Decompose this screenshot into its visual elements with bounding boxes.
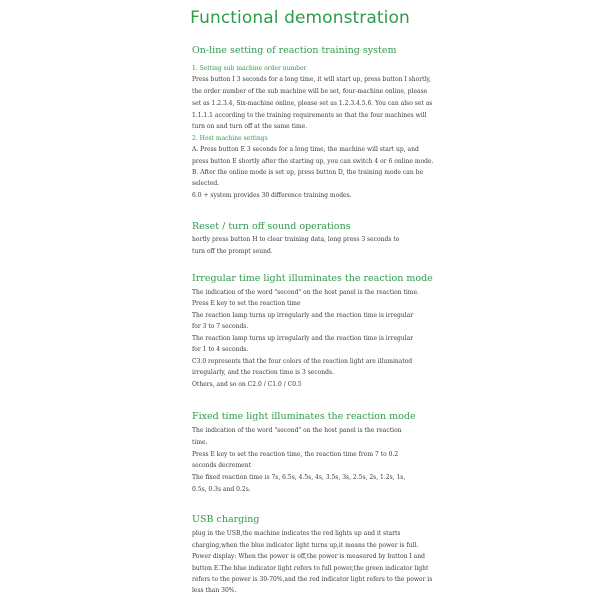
- text-line: selected.: [192, 180, 220, 187]
- text-line: The reaction lamp turns up irregularly and the reaction time is irregular: [192, 335, 414, 342]
- section-heading-online-setting: On-line setting of reaction training system: [192, 45, 397, 56]
- subheading-host-machine-settings: 2. Host machine settings: [192, 135, 268, 142]
- text-line: The reaction lamp turns up irregularly and the reaction time is irregular: [192, 312, 414, 319]
- text-line: 6.0 + system provides 30 difference training modes.: [192, 192, 352, 199]
- text-line: The indication of the word "second" on the host panel is the reaction: [192, 427, 402, 434]
- text-line: charging,when the blue indicator light turns up,it means the power is full.: [192, 542, 419, 549]
- text-line: The fixed reaction time is 7s, 6.5s, 4.5s, 4s, 3.5s, 3s, 2.5s, 2s, 1.2s, 1s,: [192, 474, 406, 481]
- text-line: turn on and turn off at the same time.: [192, 123, 308, 130]
- section-heading-fixed-time: Fixed time light illuminates the reaction mode: [192, 411, 416, 422]
- page-title: Functional demonstration: [190, 8, 410, 28]
- text-line: less than 30%.: [192, 587, 237, 594]
- text-line: Others, and so on C2.0 / C1.0 / C0.5: [192, 381, 302, 388]
- text-line: time.: [192, 439, 208, 446]
- text-line: seconds decrement: [192, 462, 251, 469]
- text-line: Press E key to set the reaction time, the reaction time from 7 to 0.2: [192, 451, 399, 458]
- section-heading-reset-sound: Reset / turn off sound operations: [192, 221, 351, 232]
- text-line: B. After the online mode is set up, press button D, the training mode can be: [192, 169, 424, 176]
- text-line: Press button I 3 seconds for a long time, it will start up, press button I shortly,: [192, 76, 431, 83]
- text-line: plug in the USB,the machine indicates the red lights up and it starts: [192, 530, 401, 537]
- text-line: set as 1.2.3.4, Six-machine online, please set as 1.2.3.4.5.6. You can also set as: [192, 100, 433, 107]
- text-line: Press E key to set the reaction time: [192, 300, 301, 307]
- text-line: The indication of the word "second" on the host panel is the reaction time.: [192, 289, 419, 296]
- text-line: press button E shortly after the starting up, you can switch 4 or 6 online mode.: [192, 158, 434, 165]
- text-line: hortly press button H to clear training data, long press 3 seconds to: [192, 236, 400, 243]
- text-line: for 3 to 7 seconds.: [192, 323, 249, 330]
- text-line: 0.5s, 0.3s and 0.2s.: [192, 486, 251, 493]
- text-line: C3.0 represents that the four colors of the reaction light are illuminated: [192, 358, 413, 365]
- text-line: turn off the prompt sound.: [192, 248, 273, 255]
- section-heading-irregular-time: Irregular time light illuminates the reaction mode: [192, 273, 433, 284]
- text-line: for 1 to 4 seconds.: [192, 346, 249, 353]
- text-line: button E.The blue indicator light refers to full power,the green indicator light: [192, 565, 429, 572]
- subheading-sub-machine-order: 1. Setting sub machine order number: [192, 65, 307, 72]
- text-line: refers to the power is 30-70%,and the red indicator light refers to the power is: [192, 576, 433, 583]
- text-line: irregularly, and the reaction time is 3 seconds.: [192, 369, 334, 376]
- text-line: 1.1.1.1 according to the training requirements so that the four machines will: [192, 112, 427, 119]
- text-line: the order number of the sub machine will be set, four-machine online, please: [192, 88, 428, 95]
- section-heading-usb-charging: USB charging: [192, 514, 260, 525]
- text-line: Power display: When the power is off,the power is measured by button I and: [192, 553, 425, 560]
- text-line: A. Press button E 3 seconds for a long time, the machine will start up, and: [192, 146, 419, 153]
